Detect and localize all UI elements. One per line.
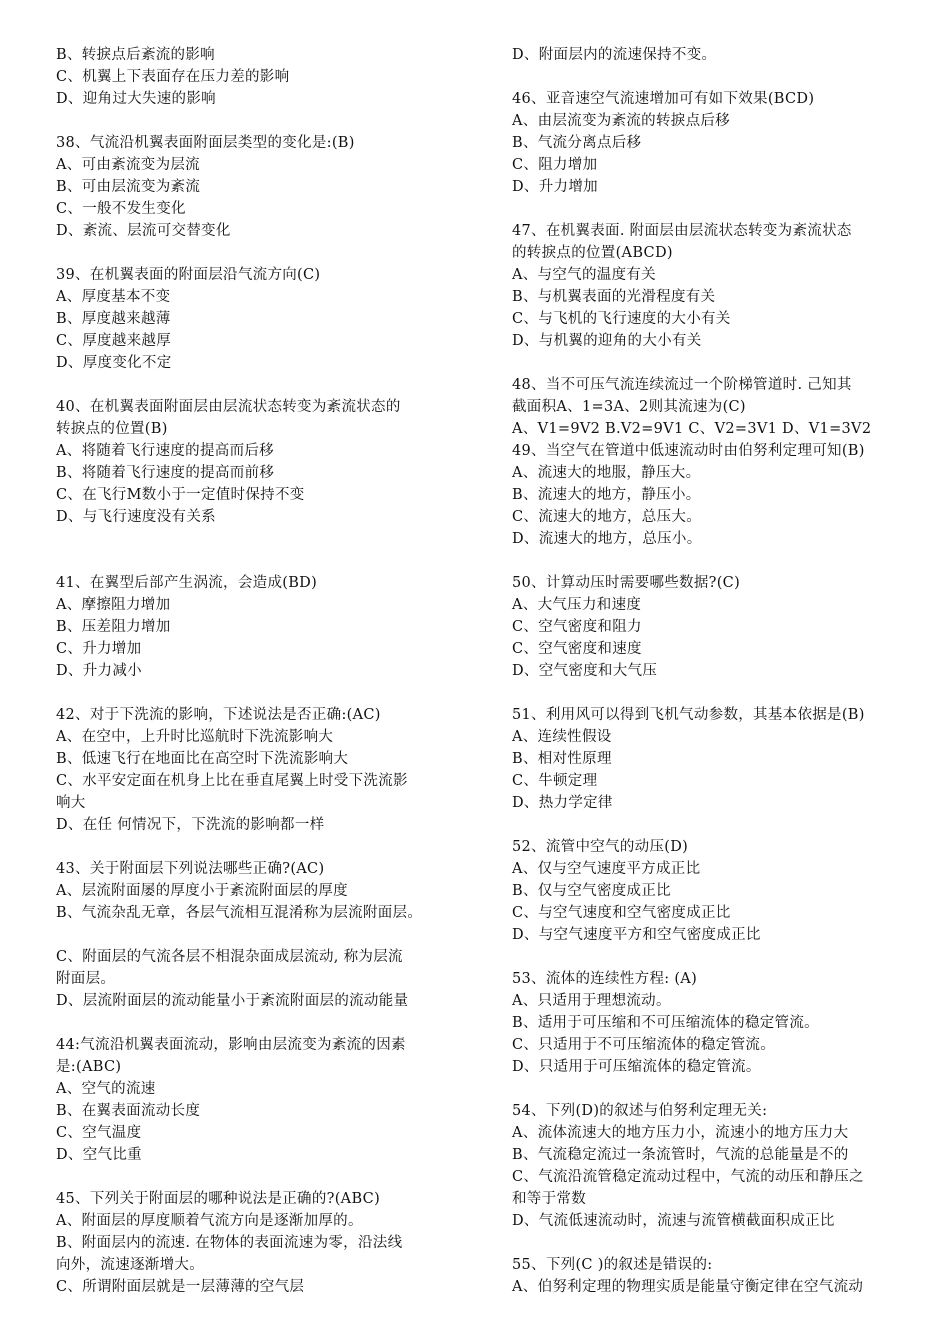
option-line: D、热力学定律 [512, 795, 613, 811]
option-line: A、伯努利定理的物理实质是能量守衡定律在空气流动 [512, 1279, 864, 1295]
option-line: D、空气密度和大气压 [512, 663, 658, 679]
option-line: B、厚度越来越薄 [56, 311, 171, 327]
option-line: A、V1=9V2 B.V2=9V1 C、V2=3V1 D、V1=3V2 [512, 421, 872, 437]
option-line: D、与飞行速度没有关系 [56, 509, 216, 525]
option-line: 和等于常数 [512, 1191, 586, 1207]
option-line: D、升力增加 [512, 179, 598, 195]
question-title: 45、下列关于附面层的哪种说法是正确的?(ABC) [56, 1191, 381, 1207]
option-line: C、在飞行M数小于一定值时保持不变 [56, 487, 305, 503]
option-line: B、气流杂乱无章，各层气流相互混淆称为层流附面层。 [56, 905, 423, 921]
question-title: 48、当不可压气流连续流过一个阶梯管道时. 己知其 [512, 377, 852, 393]
question-title: 50、计算动压时需要哪些数据?(C) [512, 575, 741, 591]
option-line: D、升力减小 [56, 663, 142, 679]
option-line: 向外，流速逐渐增大。 [56, 1257, 204, 1273]
option-line: D、层流附面层的流动能量小于紊流附面层的流动能量 [56, 993, 409, 1009]
option-line: C、厚度越来越厚 [56, 333, 171, 349]
option-line: A、流速大的地服，静压大。 [512, 465, 701, 481]
option-line: B、在翼表面流动长度 [56, 1103, 201, 1119]
option-line: A、大气压力和速度 [512, 597, 642, 613]
option-line: C、只适用于不可压缩流体的稳定管流。 [512, 1037, 775, 1053]
option-line: C、牛顿定理 [512, 773, 598, 789]
option-line: A、仅与空气速度平方成正比 [512, 861, 701, 877]
option-line: C、升力增加 [56, 641, 142, 657]
option-line: C、气流沿流管稳定流动过程中，气流的动压和静压之 [512, 1169, 864, 1185]
option-line: B、气流稳定流过一条流管时，气流的总能量是不的 [512, 1147, 849, 1163]
option-line: B、压差阻力增加 [56, 619, 171, 635]
text-line: B、转捩点后紊流的影响 [56, 47, 215, 63]
option-line: B、可由层流变为紊流 [56, 179, 201, 195]
option-line: B、低速飞行在地面比在高空时下洗流影响大 [56, 751, 349, 767]
option-line: A、将随着飞行速度的提高而后移 [56, 443, 274, 459]
option-line: B、附面层内的流速. 在物体的表面流速为零，沿法线 [56, 1235, 403, 1251]
question-title: 53、流体的连续性方程: (A) [512, 971, 698, 987]
question-title: 49、当空气在管道中低速流动时由伯努利定理可知(B) [512, 443, 865, 459]
option-line: D、与空气速度平方和空气密度成正比 [512, 927, 761, 943]
question-title: 41、在翼型后部产生涡流，会造成(BD) [56, 575, 318, 591]
question-title: 的转捩点的位置(ABCD) [512, 245, 673, 261]
option-line: A、流体流速大的地方压力小，流速小的地方压力大 [512, 1125, 849, 1141]
option-line: D、厚度变化不定 [56, 355, 172, 371]
option-line: D、与机翼的迎角的大小有关 [512, 333, 702, 349]
question-title: 40、在机翼表面附面层由层流状态转变为紊流状态的 [56, 399, 401, 415]
option-line: D、附面层内的流速保持不变。 [512, 47, 717, 63]
option-line: D、空气比重 [56, 1147, 142, 1163]
question-title: 47、在机翼表面. 附面层由层流状态转变为紊流状态 [512, 223, 852, 239]
option-line: C、所谓附面层就是一层薄薄的空气层 [56, 1279, 305, 1295]
question-title: 46、亚音速空气流速增加可有如下效果(BCD) [512, 91, 815, 107]
question-title: 55、下列(C )的叙述是错误的: [512, 1257, 713, 1273]
option-line: D、在任 何情况下，下洗流的影响都一样 [56, 817, 325, 833]
question-title: 42、对于下洗流的影响，下述说法是否正确:(AC) [56, 707, 381, 723]
option-line: A、可由紊流变为层流 [56, 157, 200, 173]
option-line: D、紊流、层流可交替变化 [56, 223, 231, 239]
option-line: A、空气的流速 [56, 1081, 156, 1097]
option-line: C、一般不发生变化 [56, 201, 186, 217]
right-column [512, 44, 922, 1298]
question-title: 截面积A、1=3A、2则其流速为(C) [512, 399, 746, 415]
option-line: A、与空气的温度有关 [512, 267, 656, 283]
option-line: 响大 [56, 795, 86, 811]
option-line: A、厚度基本不变 [56, 289, 171, 305]
option-line: D、流速大的地方，总压小。 [512, 531, 702, 547]
option-line: B、相对性原理 [512, 751, 612, 767]
option-line: B、流速大的地方，静压小。 [512, 487, 701, 503]
question-title: 51、利用风可以得到飞机气动参数，其基本依据是(B) [512, 707, 865, 723]
left-column [56, 44, 466, 1298]
option-line: C、与空气速度和空气密度成正比 [512, 905, 731, 921]
option-line: C、水平安定面在机身上比在垂直尾翼上时受下洗流影 [56, 773, 408, 789]
question-title: 52、流管中空气的动压(D) [512, 839, 689, 855]
text-line: C、机翼上下表面存在压力差的影响 [56, 69, 290, 85]
option-line: C、附面层的气流各层不相混杂面成层流动, 称为层流 [56, 949, 403, 965]
question-title: 转捩点的位置(B) [56, 421, 168, 437]
option-line: C、空气密度和阻力 [512, 619, 642, 635]
question-title: 38、气流沿机翼表面附面层类型的变化是:(B) [56, 135, 355, 151]
option-line: A、连续性假设 [512, 729, 612, 745]
option-line: 附面层。 [56, 971, 116, 987]
option-line: B、与机翼表面的光滑程度有关 [512, 289, 716, 305]
question-title: 39、在机翼表面的附面层沿气流方向(C) [56, 267, 321, 283]
question-title: 54、下列(D)的叙述与伯努利定理无关: [512, 1103, 768, 1119]
text-line: D、迎角过大失速的影响 [56, 91, 216, 107]
question-title: 是:(ABC) [56, 1059, 122, 1075]
option-line: C、流速大的地方，总压大。 [512, 509, 701, 525]
option-line: D、只适用于可压缩流体的稳定管流。 [512, 1059, 761, 1075]
question-title: 44:气流沿机翼表面流动，影响由层流变为紊流的因素 [56, 1037, 406, 1053]
option-line: A、附面层的厚度顺着气流方向是逐渐加厚的。 [56, 1213, 363, 1229]
option-line: B、仅与空气密度成正比 [512, 883, 671, 899]
option-line: C、与飞机的飞行速度的大小有关 [512, 311, 731, 327]
option-line: A、只适用于理想流动。 [512, 993, 671, 1009]
option-line: A、层流附面屡的厚度小于紊流附面层的厚度 [56, 883, 348, 899]
question-title: 43、关于附面层下列说法哪些正确?(AC) [56, 861, 325, 877]
option-line: C、空气温度 [56, 1125, 142, 1141]
option-line: B、气流分离点后移 [512, 135, 642, 151]
option-line: B、将随着飞行速度的提高而前移 [56, 465, 275, 481]
option-line: A、在空中，上升时比巡航时下洗流影响大 [56, 729, 334, 745]
option-line: A、由层流变为紊流的转捩点后移 [512, 113, 730, 129]
option-line: C、阻力增加 [512, 157, 598, 173]
option-line: C、空气密度和速度 [512, 641, 642, 657]
option-line: D、气流低速流动时，流速与流管横截面积成正比 [512, 1213, 835, 1229]
option-line: B、适用于可压缩和不可压缩流体的稳定管流。 [512, 1015, 819, 1031]
option-line: A、摩擦阻力增加 [56, 597, 171, 613]
